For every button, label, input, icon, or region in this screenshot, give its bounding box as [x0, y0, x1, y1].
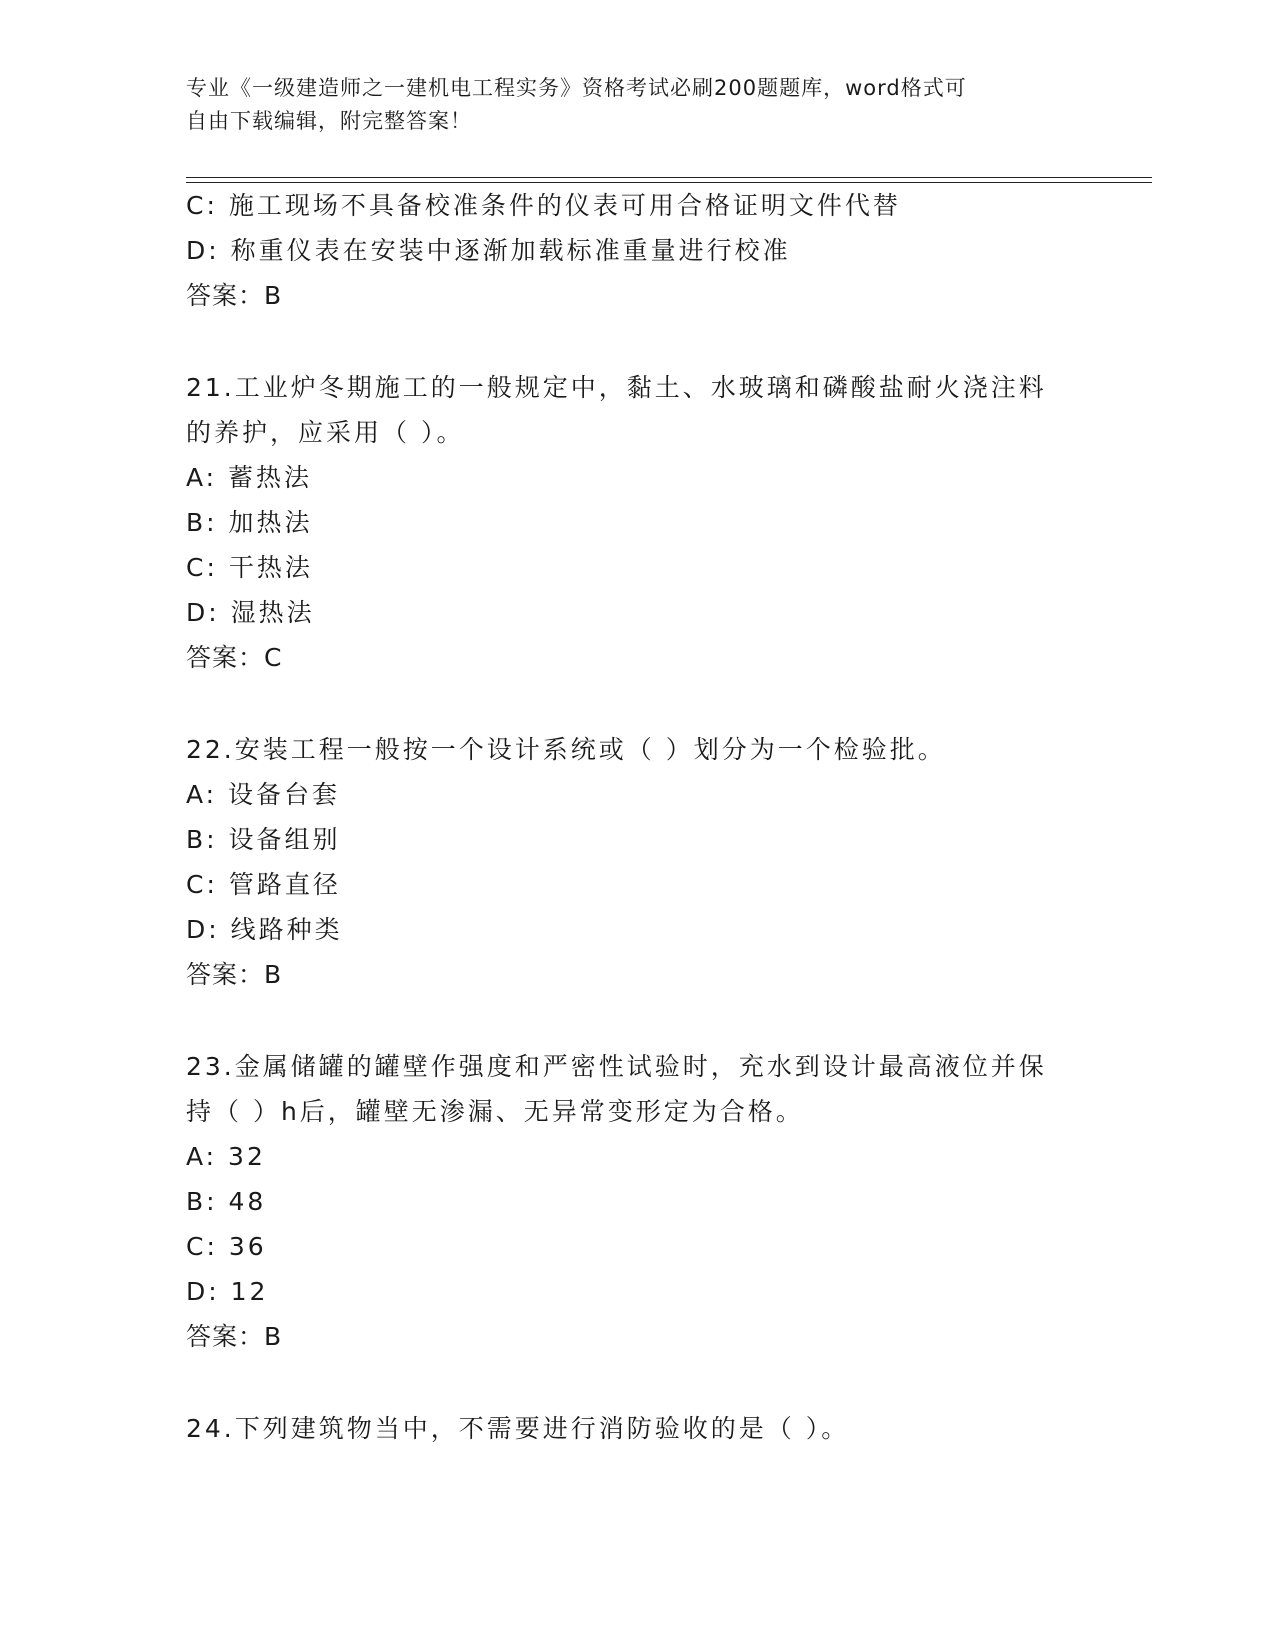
q20-answer: 答案：B — [186, 281, 283, 310]
q21-option-a: A: 蓄热法 — [186, 463, 313, 492]
q23-option-a: A: 32 — [186, 1142, 266, 1171]
q22-answer: 答案：B — [186, 960, 283, 989]
q22-stem-line-1: 22.安装工程一般按一个设计系统或（ ）划分为一个检验批。 — [186, 735, 946, 764]
q24-stem-line-1: 24.下列建筑物当中，不需要进行消防验收的是（ ）。 — [186, 1414, 850, 1443]
q23-option-b: B: 48 — [186, 1187, 267, 1216]
q21-option-d: D: 湿热法 — [186, 598, 315, 627]
q23-option-d: D: 12 — [186, 1277, 269, 1306]
q23-answer: 答案：B — [186, 1322, 283, 1351]
q22-option-b: B: 设备组别 — [186, 825, 341, 854]
q22-option-c: C: 管路直径 — [186, 870, 341, 899]
q20-option-d: D: 称重仪表在安装中逐渐加载标准重量进行校准 — [186, 236, 791, 265]
q22-option-a: A: 设备台套 — [186, 780, 341, 809]
header-rule-top — [186, 177, 1152, 178]
q21-stem-line-2: 的养护，应采用（ ）。 — [186, 418, 465, 447]
header-line-2: 自由下载编辑，附完整答案！ — [186, 109, 472, 133]
q21-answer: 答案：C — [186, 643, 283, 672]
q21-stem-line-1: 21.工业炉冬期施工的一般规定中，黏土、水玻璃和磷酸盐耐火浇注料 — [186, 373, 1047, 402]
document-header — [186, 72, 1066, 138]
q21-option-b: B: 加热法 — [186, 508, 313, 537]
header-rule-bottom — [186, 182, 1152, 183]
q23-stem-line-1: 23.金属储罐的罐壁作强度和严密性试验时，充水到设计最高液位并保 — [186, 1052, 1047, 1081]
q22-option-d: D: 线路种类 — [186, 915, 343, 944]
q20-option-c: C: 施工现场不具备校准条件的仪表可用合格证明文件代替 — [186, 191, 901, 220]
q23-option-c: C: 36 — [186, 1232, 267, 1261]
header-line-1: 专业《一级建造师之一建机电工程实务》资格考试必刷200题题库，word格式可 — [186, 76, 967, 100]
q21-option-c: C: 干热法 — [186, 553, 313, 582]
q23-stem-line-2: 持（ ）h后，罐壁无渗漏、无异常变形定为合格。 — [186, 1097, 804, 1126]
